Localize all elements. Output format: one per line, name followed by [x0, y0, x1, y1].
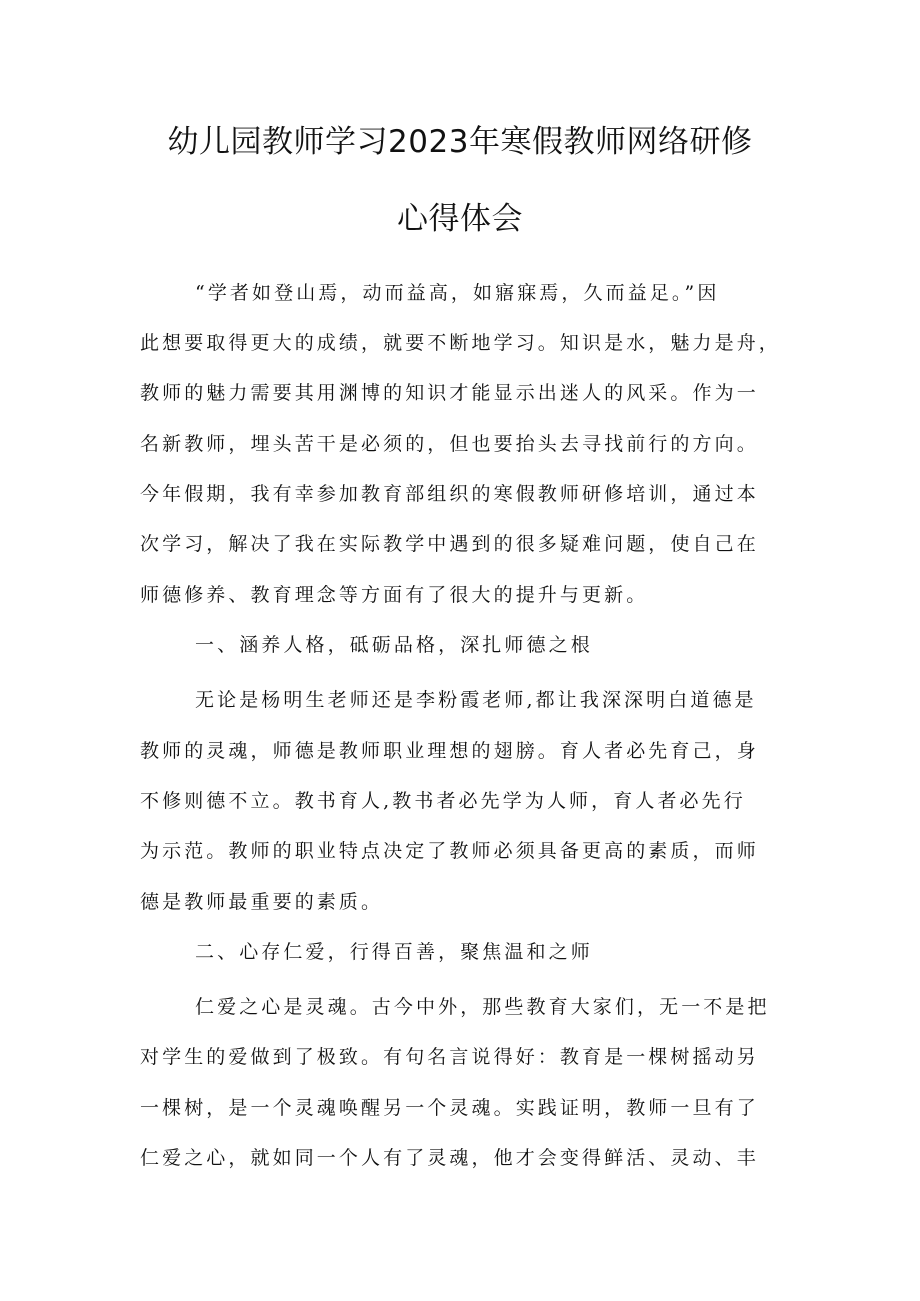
section-heading-2: 二、心存仁爱，行得百善，聚焦温和之师: [195, 941, 593, 963]
paragraph-1-line-3: 教师的魅力需要其用渊博的知识才能显示出迷人的风采。作为一: [140, 382, 759, 404]
paragraph-3-line-4: 仁爱之心，就如同一个人有了灵魂，他才会变得鲜活、灵动、丰: [140, 1147, 759, 1169]
paragraph-2-line-3: 不修则德不立。教书育人,教书者必先学为人师，育人者必先行: [140, 790, 746, 812]
paragraph-2-line-2: 教师的灵魂，师德是教师职业理想的翅膀。育人者必先育己，身: [140, 740, 759, 762]
paragraph-3-line-3: 一棵树，是一个灵魂唤醒另一个灵魂。实践证明，教师一旦有了: [140, 1097, 759, 1119]
document-title-line-2: 心得体会: [397, 201, 523, 237]
section-heading-1: 一、涵养人格，砥砺品格，深扎师德之根: [195, 634, 593, 656]
paragraph-1-line-5: 今年假期，我有幸参加教育部组织的寒假教师研修培训，通过本: [140, 483, 759, 505]
paragraph-2-line-1: 无论是杨明生老师还是李粉霞老师,都让我深深明白道德是: [195, 689, 757, 711]
paragraph-2-line-4: 为示范。教师的职业特点决定了教师必须具备更高的素质，而师: [140, 840, 759, 862]
paragraph-1-line-2: 此想要取得更大的成绩，就要不断地学习。知识是水，魅力是舟，: [140, 332, 781, 354]
paragraph-1-line-1: “学者如登山焉，动而益高，如寤寐焉，久而益足。”因: [195, 282, 720, 304]
paragraph-1-line-7: 师德修养、教育理念等方面有了很大的提升与更新。: [140, 584, 649, 606]
document-title-line-1: 幼儿园教师学习2023年寒假教师网络研修: [167, 124, 753, 160]
paragraph-1-line-4: 名新教师，埋头苦干是必须的，但也要抬头去寻找前行的方向。: [140, 433, 759, 455]
paragraph-1-line-6: 次学习，解决了我在实际教学中遇到的很多疑难问题，使自己在: [140, 533, 759, 555]
paragraph-3-line-1: 仁爱之心是灵魂。古今中外，那些教育大家们，无一不是把: [195, 996, 770, 1018]
paragraph-3-line-2: 对学生的爱做到了极致。有句名言说得好：教育是一棵树摇动另: [140, 1046, 759, 1068]
paragraph-2-line-5: 德是教师最重要的素质。: [140, 891, 384, 913]
